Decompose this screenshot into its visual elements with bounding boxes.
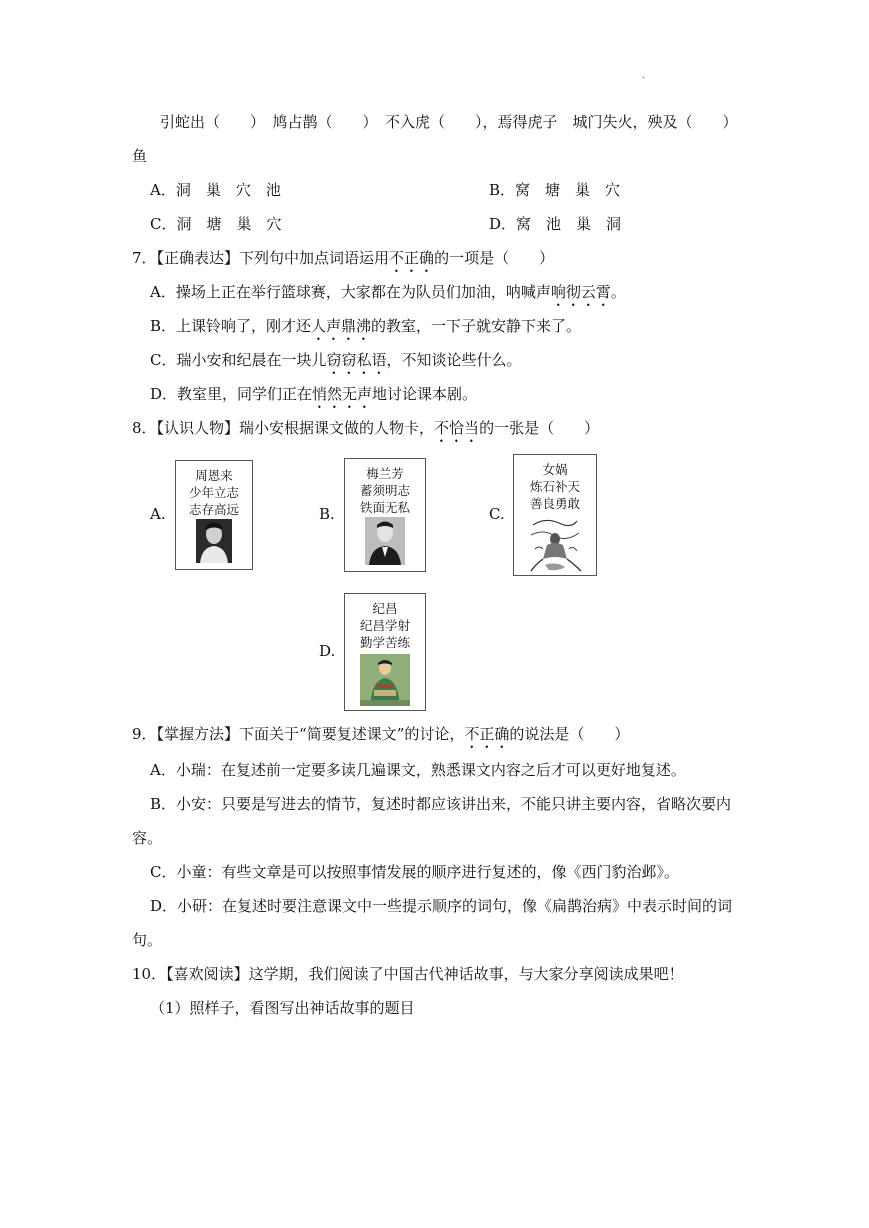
q8-stem — [132, 418, 599, 446]
q9-stem — [132, 724, 629, 752]
q6-option-a: A．洞 巢 穴 池 — [150, 181, 281, 199]
q10-stem: 10．【喜欢阅读】这学期，我们阅读了中国古代神话故事，与大家分享阅读成果吧！ — [132, 965, 684, 983]
archer-illustration-icon — [360, 654, 410, 706]
q9-stem-emphasis: 不正确 — [464, 725, 510, 743]
card-a-name: 周恩来 — [195, 468, 233, 483]
q7-stem-pre: 7．【正确表达】下列句中加点词语运用 — [132, 249, 390, 267]
q7-option-b — [150, 316, 581, 344]
card-a-line3: 志存高远 — [188, 502, 239, 517]
q8-card-c-label: C. — [489, 505, 505, 523]
card-b-line2: 蓄须明志 — [359, 483, 410, 498]
q9-option-b-line2: 容。 — [132, 829, 163, 847]
q9-option-a: A．小瑞：在复述前一定要多读几遍课文，熟悉课文内容之后才可以更好地复述。 — [150, 761, 686, 779]
q8-card-b[interactable] — [344, 458, 426, 572]
card-c-name: 女娲 — [542, 462, 568, 477]
card-c-line2: 炼石补天 — [529, 479, 580, 494]
q6-line2: 鱼 — [132, 147, 148, 165]
q7-a-pre: A．操场上正在举行篮球赛，大家都在为队员们加油，呐喊声 — [150, 283, 551, 301]
q9-stem-post: 的说法是（ ） — [509, 725, 630, 743]
q6-line1: 引蛇出（ ） 鸠占鹊（ ） 不入虎（ ），焉得虎子 城门失火，殃及（ ） — [160, 113, 738, 131]
card-d-name: 纪昌 — [372, 601, 398, 616]
q7-option-a — [150, 282, 626, 310]
q6-option-b: B．窝 塘 巢 穴 — [489, 181, 621, 199]
q9-option-c: C．小童：有些文章是可以按照事情发展的顺序进行复述的，像《西门豹治邺》。 — [150, 863, 679, 881]
q7-d-emphasis: 悄然无声 — [312, 385, 373, 403]
q9-option-b-line1: B．小安：只要是写进去的情节，复述时都应该讲出来，不能只讲主要内容，省略次要内 — [150, 795, 732, 813]
card-c-line3: 善良勇敢 — [529, 496, 580, 511]
card-d-line2: 纪昌学射 — [359, 618, 410, 633]
q8-card-a[interactable] — [175, 460, 253, 570]
q8-card-a-label: A. — [150, 505, 166, 523]
portrait-photo-icon — [365, 517, 405, 565]
q9-option-d-line1: D．小研：在复述时要注意课文中一些提示顺序的词句，像《扁鹊治病》中表示时间的词 — [150, 897, 733, 915]
q7-a-emphasis: 响彻云霄 — [550, 283, 611, 301]
header-mark: . — [642, 70, 646, 81]
q7-c-post: ，不知谈论些什么。 — [386, 351, 522, 369]
q6-option-c: C．洞 塘 巢 穴 — [150, 215, 282, 233]
q7-c-emphasis: 窃窃私语 — [326, 351, 387, 369]
q9-option-d-line2: 句。 — [132, 931, 163, 949]
q7-b-post: 的教室，一下子就安静下来了。 — [371, 317, 582, 335]
q7-a-post: 。 — [610, 283, 626, 301]
card-b-name: 梅兰芳 — [366, 466, 404, 481]
card-a-line2: 少年立志 — [188, 485, 239, 500]
q7-c-pre: C．瑞小安和纪晨在一块儿 — [150, 351, 327, 369]
q8-card-d[interactable] — [344, 593, 426, 711]
q8-card-b-label: B. — [319, 505, 335, 523]
q6-option-d: D．窝 池 巢 洞 — [489, 215, 622, 233]
q8-card-d-label: D. — [319, 642, 336, 660]
q7-option-d — [150, 384, 477, 412]
nuwa-illustration-icon — [525, 515, 585, 573]
q7-b-pre: B．上课铃响了，刚才还 — [150, 317, 312, 335]
q7-option-c — [150, 350, 522, 378]
q9-stem-pre: 9．【掌握方法】下面关于“简要复述课文”的讨论， — [132, 725, 465, 743]
q7-stem-emphasis: 不正确 — [389, 249, 435, 267]
q8-card-c[interactable] — [513, 454, 597, 576]
q7-stem — [132, 248, 554, 276]
q8-stem-post: 的一张是（ ） — [479, 419, 600, 437]
q8-stem-emphasis: 不恰当 — [434, 419, 480, 437]
q7-b-emphasis: 人声鼎沸 — [311, 317, 372, 335]
q10-sub1: （1）照样子，看图写出神话故事的题目 — [150, 999, 415, 1017]
card-d-line3: 勤学苦练 — [359, 635, 410, 650]
q7-d-post: 地讨论课本剧。 — [372, 385, 478, 403]
q7-stem-post: 的一项是（ ） — [434, 249, 555, 267]
q7-d-pre: D．教室里，同学们正在 — [150, 385, 313, 403]
q8-stem-pre: 8．【认识人物】瑞小安根据课文做的人物卡， — [132, 419, 435, 437]
portrait-photo-icon — [196, 519, 232, 563]
card-b-line3: 铁面无私 — [359, 500, 410, 515]
